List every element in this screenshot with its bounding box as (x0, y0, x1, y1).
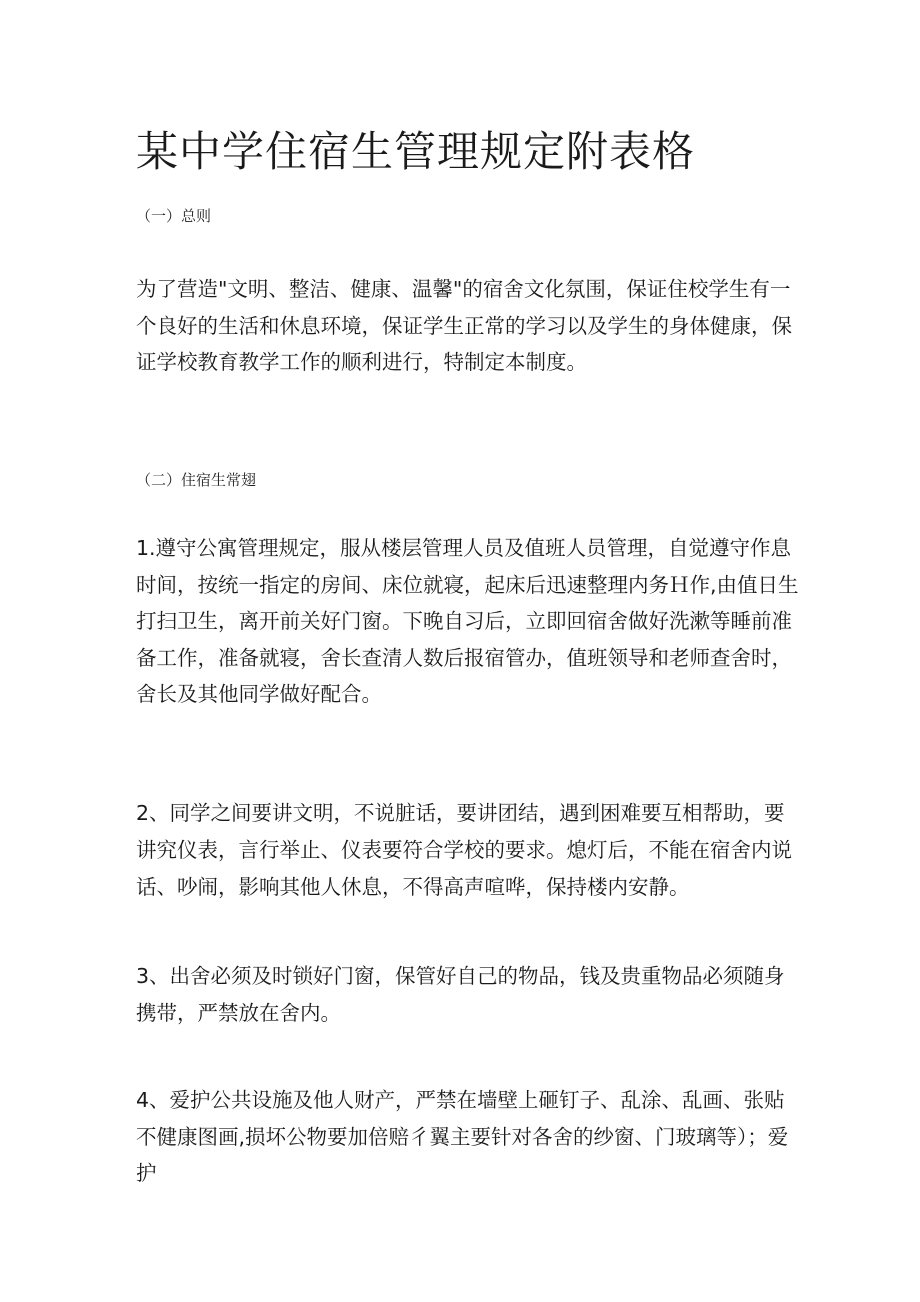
rule-paragraph-1: 1.遵守公寓管理规定，服从楼层管理人员及值班人员管理，自觉遵守作息时间，按统一指定的房间、床位就寝，起床后迅速整理内务Ｈ作,由值日生打扫卫生，离开前关好门窗。下晚自习后，立即回宿舍做好洗漱等睡前准备工作，准备就寝，舍长查清人数后报宿管办，值班领导和老师查舍时，舍长及其他同学做好配合。 (136, 536, 799, 706)
section-heading-rules: （二）住宿生常翅 (136, 471, 257, 489)
rule-paragraph-4: 4、爱护公共设施及他人财产，严禁在墙壁上砸钉子、乱涂、乱画、张贴不健康图画,损坏公物要加倍赔彳翼主要针对各舍的纱窗、门玻璃等）；爱护 (136, 1088, 789, 1185)
rule-paragraph-3: 3、出舍必须及时锁好门窗，保管好自己的物品，钱及贵重物品必须随身携带，严禁放在舍内。 (136, 964, 785, 1025)
rule-paragraph-2: 2、同学之间要讲文明，不说脏话，要讲团结，遇到困难要互相帮助，要讲究仪表，言行举止、仪表要符合学校的要求。熄灯后，不能在宿舍内说话、吵闹，影响其他人休息，不得高声喧哗，保持楼内安静。 (136, 801, 792, 899)
document-title: 某中学住宿生管理规定附表格 (136, 127, 696, 176)
section-heading-general: （一）总则 (136, 207, 212, 225)
paragraph-intro: 为了营造"文明、整洁、健康、温馨"的宿舍文化氛围，保证住校学生有一个良好的生活和休息环境，保证学生正常的学习以及学生的身体健康，保证学校教育教学工作的顺利进行，特制定本制度。 (136, 277, 792, 374)
